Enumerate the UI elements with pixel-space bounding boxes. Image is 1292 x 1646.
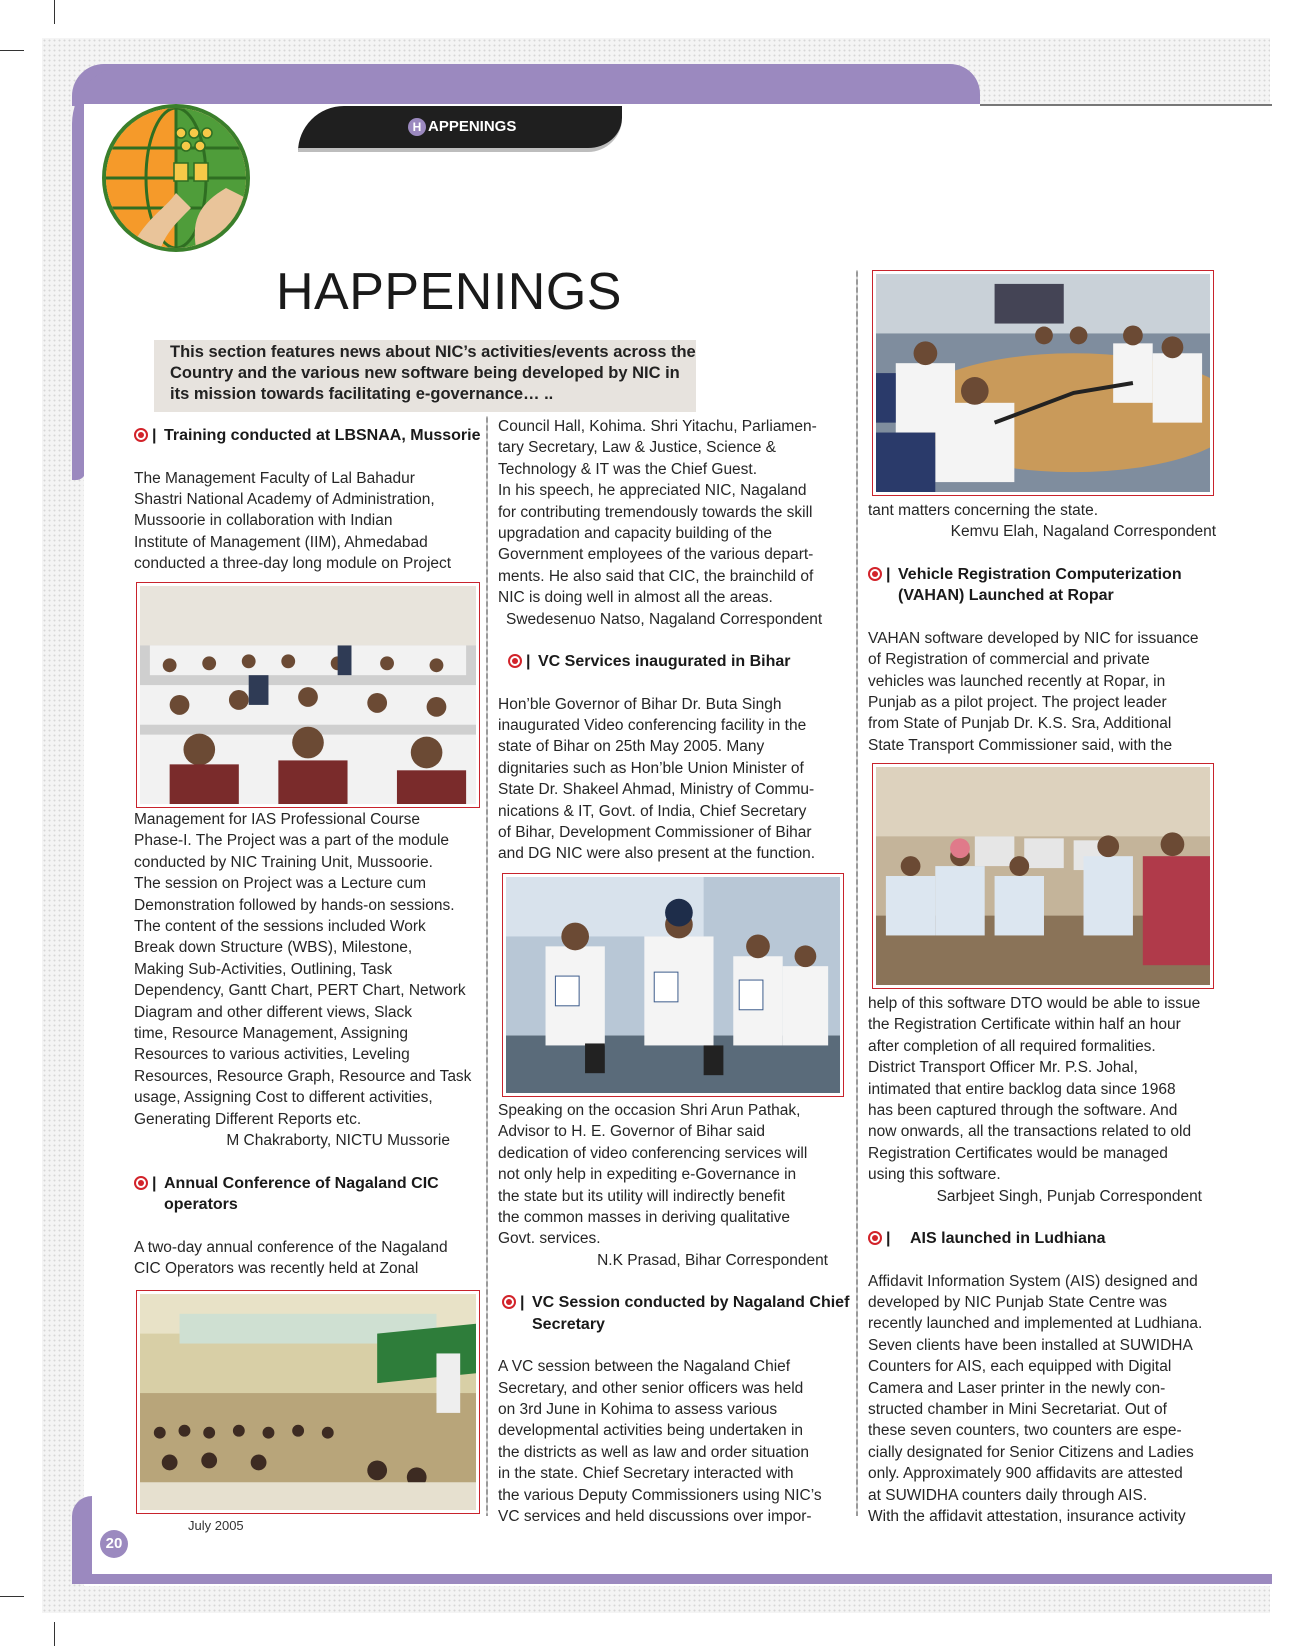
photo-vahan-launch <box>872 763 1214 989</box>
heading-text: AIS launched in Ludhiana <box>910 1230 1106 1248</box>
paragraph: Council Hall, Kohima. Shri Yitachu, Parliamen- tary Secretary, Law & Justice, Science & Technology & IT was the Chief Guest. In his speech, he appreciated NIC, Nagaland for contributing tremendously towards the skill upgradation and capacity building of the Government employees of the various depart- ments. He also said that CIC, the brainchild of NIC is doing well in almost all the areas. <box>498 418 817 607</box>
byline: N.K Prasad, Bihar Correspondent <box>597 1251 828 1269</box>
paragraph: Speaking on the occasion Shri Arun Pathak, Advisor to H. E. Governor of Bihar said dedication of video conferencing services will not only help in expediting e-Governance in the state but its utility will indirectly benefit the common masses in deriving qualitative Govt. services. <box>498 1102 808 1248</box>
bullet-icon <box>868 1231 882 1245</box>
column-2-bottom <box>498 1100 854 1528</box>
column-1-top <box>134 425 484 575</box>
crop-mark <box>54 1622 55 1646</box>
crop-mark <box>54 0 55 24</box>
nic-logo <box>102 104 250 252</box>
section-heading: | Annual Conference of Nagaland CIC operators <box>134 1173 484 1216</box>
tab-label: APPENINGS <box>428 118 517 135</box>
heading-text: Vehicle Registration Computerization (VAHAN) Launched at Ropar <box>898 565 1182 605</box>
paragraph: help of this software DTO would be able to issue the Registration Certificate within half an hour after completion of all required formalities. District Transport Officer Mr. P.S. Johal, intimated that entire backlog data since 1968 has been captured through the software. And now onwards, all the transactions related to old Registration Certificates would be managed using this software. <box>868 995 1201 1184</box>
page-title: HAPPENINGS <box>276 263 622 321</box>
heading-text: Training conducted at LBSNAA, Mussorie <box>164 427 481 444</box>
crop-mark <box>0 1596 24 1597</box>
tab-initial: H <box>408 118 426 136</box>
section-heading: | VC Services inaugurated in Bihar <box>508 651 854 673</box>
heading-text: VC Session conducted by Nagaland Chief Secretary <box>532 1294 850 1333</box>
byline: Kemvu Elah, Nagaland Correspondent <box>950 523 1216 541</box>
bullet-icon <box>134 428 148 442</box>
paragraph: The Management Faculty of Lal Bahadur Shastri National Academy of Administration, Mussoorie in collaboration with Indian Institute of Management (IIM), Ahmedabad conducted a three-day long module on Project <box>134 469 452 573</box>
column-1-bottom <box>134 809 484 1279</box>
column-divider <box>856 270 858 1516</box>
byline: Sarbjeet Singh, Punjab Correspondent <box>936 1187 1202 1205</box>
bullet-icon <box>134 1176 148 1190</box>
intro-box: This section features news about NIC’s activities/events across the Country and the various new software being developed by NIC in its mission towards facilitating e-governance… .. <box>154 340 696 412</box>
column-2-top <box>498 416 854 865</box>
page-number: 20 <box>100 1530 128 1558</box>
column-3-bottom <box>868 993 1238 1527</box>
byline: Swedesenuo Natso, Nagaland Correspondent <box>506 610 823 628</box>
paragraph: Hon’ble Governor of Bihar Dr. Buta Singh inaugurated Video conferencing facility in the state of Bihar on 25th May 2005. Many dignitaries such as Hon’ble Union Minister of State Dr. Shakeel Ahmad, Ministry of Commu- nications & IT, Govt. of India, Chief Secretary of Bihar, Development Commissioner of Bihar and DG NIC were also present at the function. <box>498 695 816 863</box>
paragraph: A two-day annual conference of the Nagaland CIC Operators was recently held at Zonal <box>134 1238 448 1277</box>
bullet-icon <box>508 654 522 668</box>
section-heading: | Training conducted at LBSNAA, Mussorie <box>134 425 484 447</box>
issue-date: July 2005 <box>188 1518 244 1533</box>
heading-text: Annual Conference of Nagaland CIC operators <box>164 1174 439 1213</box>
column-3-top <box>868 500 1228 756</box>
footer-band <box>72 1574 1272 1584</box>
top-rule <box>980 104 1272 106</box>
section-heading: | Vehicle Registration Computerization (VAHAN) Launched at Ropar <box>868 564 1228 607</box>
crop-mark <box>0 50 24 51</box>
column-divider <box>486 416 488 1516</box>
paragraph: Management for IAS Professional Course Phase-I. The Project was a part of the module conducted by NIC Training Unit, Mussoorie. The session on Project was a Lecture cum Demonstration followed by hands-on sessions. The content of the sessions included Work Break down Structure (WBS), Milestone, Making Sub-Activities, Outlining, Task Dependency, Gantt Chart, PERT Chart, Network Diagram and other different views, Slack time, Resource Management, Assigning Resources to various activities, Leveling Resources, Resource Graph, Resource and Task usage, Assigning Cost to different activities, Generating Different Reports etc. <box>134 811 472 1128</box>
section-heading: | AIS launched in Ludhiana <box>868 1228 1238 1250</box>
paragraph: A VC session between the Nagaland Chief Secretary, and other senior officers was held on 3rd June in Kohima to assess various developmental activities being undertaken in the districts as well as law and order situation in the state. Chief Secretary interacted with the various Deputy Commissioners using NIC’s VC services and held discussions over impor- <box>498 1358 822 1526</box>
section-tab <box>298 106 622 152</box>
footer-curve <box>72 1496 92 1584</box>
photo-bihar-vc-inauguration <box>502 873 844 1097</box>
photo-nagaland-vc-session <box>872 270 1214 496</box>
globe-logo-icon <box>106 108 246 248</box>
photo-lbsnaa-classroom <box>136 582 480 808</box>
paragraph: VAHAN software developed by NIC for issuance of Registration of commercial and private vehicles was launched recently at Ropar, in Punjab as a pilot project. The project leader from State of Punjab Dr. K.S. Sra, Additional State Transport Commissioner said, with the <box>868 629 1199 754</box>
heading-text: VC Services inaugurated in Bihar <box>538 653 791 671</box>
photo-nagaland-conference <box>136 1290 480 1514</box>
byline: M Chakraborty, NICTU Mussorie <box>226 1132 450 1150</box>
bullet-icon <box>868 567 882 581</box>
paragraph: Affidavit Information System (AIS) designed and developed by NIC Punjab State Centre was recently launched and implemented at Ludhiana. Seven clients have been installed at SUWIDHA Counters for AIS, each equipped with Digital Camera and Laser printer in the newly con- structed chamber in Mini Secretariat. Out of these seven counters, two counters are espe- cially designated for Senior Citizens and Ladies only. Approximately 900 affidavits are attested at SUWIDHA counters daily through AIS. With the affidavit attestation, insurance activity <box>868 1272 1203 1526</box>
bullet-icon <box>502 1295 516 1309</box>
section-heading: | VC Session conducted by Nagaland Chief Secretary <box>502 1292 854 1335</box>
paragraph: tant matters concerning the state. <box>868 502 1099 519</box>
